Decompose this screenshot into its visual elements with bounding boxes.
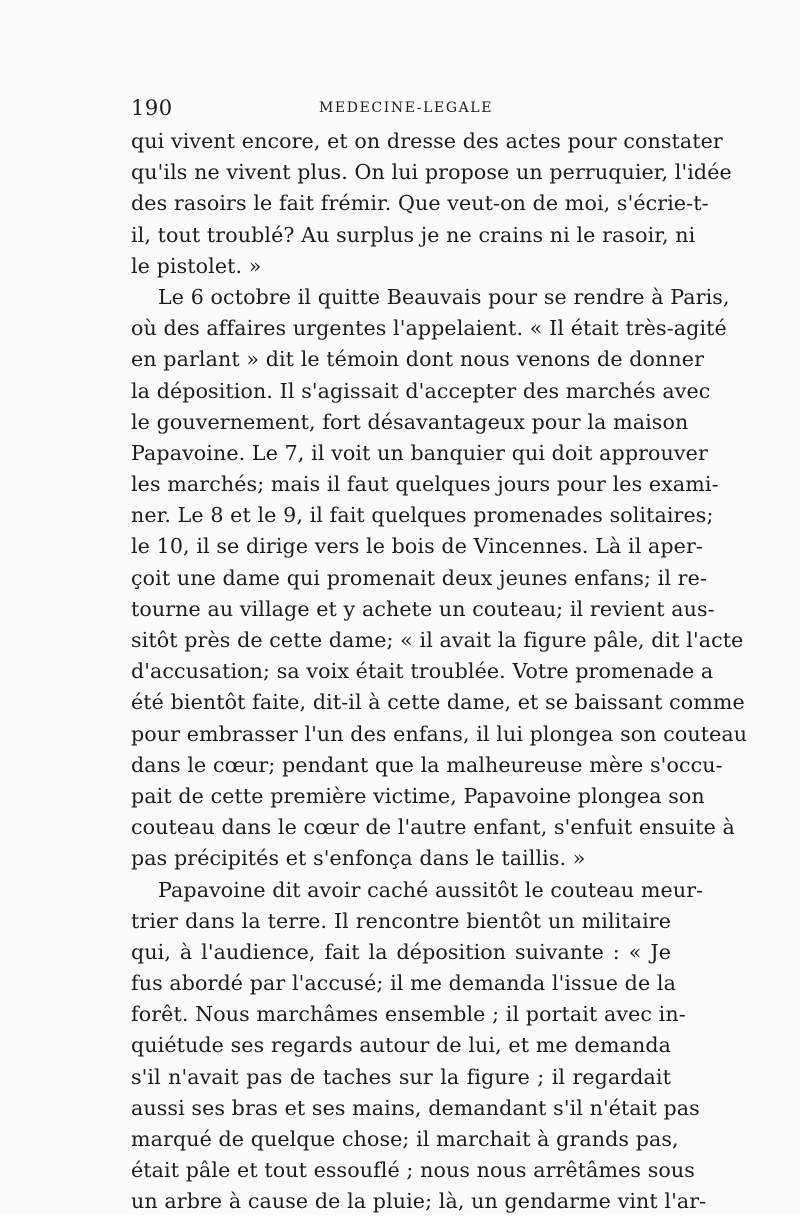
paragraph: [131, 875, 707, 1218]
text-line: s'il n'avait pas de taches sur la figure ; il regardait: [131, 1064, 671, 1089]
text-line: ner. Le 8 et le 9, il fait quelques promenades solitaires;: [131, 503, 714, 528]
paragraph: [131, 126, 732, 282]
text-line: dans le cœur; pendant que la malheureuse mère s'occu-: [131, 752, 723, 777]
text-line: le gouvernement, fort désavantageux pour la maison: [131, 409, 689, 434]
text-line: un arbre à cause de la pluie; là, un gendarme vint l'ar-: [131, 1189, 707, 1214]
text-line: été bientôt faite, dit-il à cette dame, et se baissant comme: [131, 690, 745, 715]
text-line: les marchés; mais il faut quelques jours pour les exami-: [131, 472, 719, 497]
body-text: [131, 126, 748, 1218]
text-line: qu'ils ne vivent plus. On lui propose un perruquier, l'idée: [131, 160, 732, 185]
text-line: aussi ses bras et ses mains, demandant s'il n'était pas: [131, 1095, 700, 1120]
text-line: fus abordé par l'accusé; il me demanda l'issue de la: [131, 971, 676, 996]
running-title: MEDECINE-LEGALE: [319, 100, 494, 116]
text-line: pas précipités et s'enfonça dans le taillis. »: [131, 846, 586, 871]
page-number: 190: [131, 96, 173, 120]
paragraph: [131, 282, 748, 875]
text-line: Papavoine. Le 7, il voit un banquier qui doit approuver: [131, 440, 708, 465]
text-line: Papavoine dit avoir caché aussitôt le couteau meur-: [158, 877, 704, 902]
text-line: était pâle et tout essouflé ; nous nous arrêtâmes sous: [131, 1158, 695, 1183]
page-header: [131, 96, 671, 124]
text-line: çoit une dame qui promenait deux jeunes enfans; il re-: [131, 565, 707, 590]
text-line: sitôt près de cette dame; « il avait la figure pâle, dit l'acte: [131, 628, 744, 652]
text-line: qui, à l'audience, fait la déposition suivante : « Je: [131, 939, 671, 964]
text-line: qui vivent encore, et on dresse des actes pour constater: [131, 129, 723, 153]
text-line: où des affaires urgentes l'appelaient. « Il était très-agité: [131, 316, 727, 341]
text-line: en parlant » dit le témoin dont nous venons de donner: [131, 347, 705, 372]
text-line: le pistolet. »: [131, 253, 262, 278]
text-line: couteau dans le cœur de l'autre enfant, s'enfuit ensuite à: [131, 815, 735, 840]
text-line: quiétude ses regards autour de lui, et me demanda: [131, 1033, 671, 1058]
text-line: forêt. Nous marchâmes ensemble ; il portait avec in-: [131, 1002, 686, 1027]
text-line: Le 6 octobre il quitte Beauvais pour se rendre à Paris,: [158, 284, 730, 309]
text-line: des rasoirs le fait frémir. Que veut-on de moi, s'écrie-t-: [131, 191, 709, 216]
text-line: le 10, il se dirige vers le bois de Vincennes. Là il aper-: [131, 534, 703, 559]
text-line: trier dans la terre. Il rencontre bientôt un militaire: [131, 908, 671, 933]
text-line: il, tout troublé? Au surplus je ne crains ni le rasoir, ni: [131, 222, 696, 247]
text-line: pait de cette première victime, Papavoine plongea son: [131, 783, 705, 808]
text-line: marqué de quelque chose; il marchait à grands pas,: [131, 1127, 679, 1151]
text-line: pour embrasser l'un des enfans, il lui plongea son couteau: [131, 721, 748, 746]
text-line: tourne au village et y achete un couteau; il revient aus-: [131, 596, 715, 621]
text-line: d'accusation; sa voix était troublée. Votre promenade a: [131, 659, 714, 684]
text-line: la déposition. Il s'agissait d'accepter des marchés avec: [131, 378, 711, 403]
